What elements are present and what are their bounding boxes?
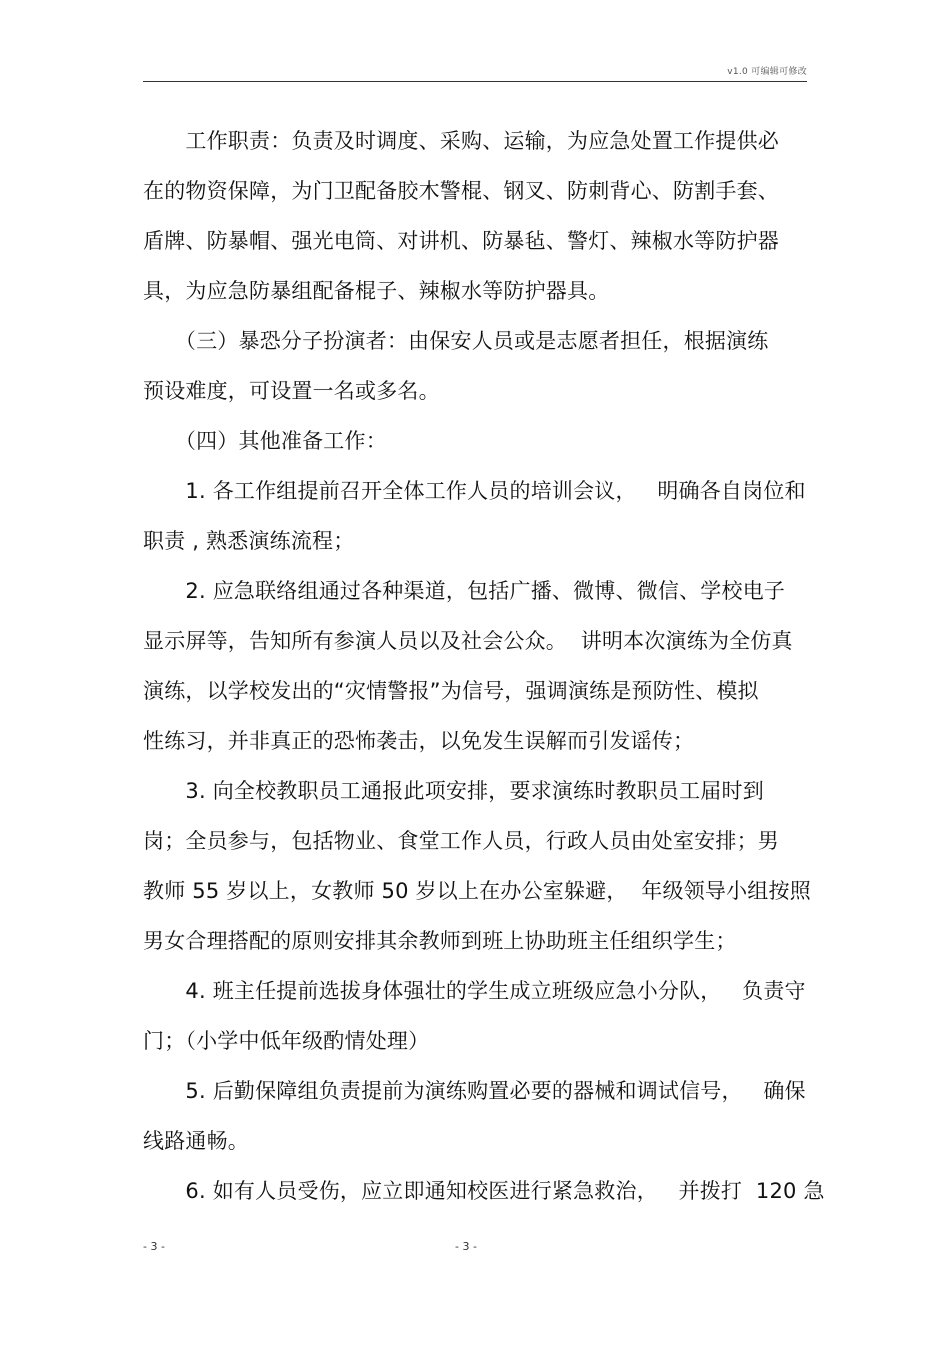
- body-line: 具，为应急防暴组配备棍子、辣椒水等防护器具。: [143, 279, 610, 303]
- body-line: 线路通畅。: [143, 1129, 249, 1153]
- header-version-label: v1.0 可编辑可修改: [727, 67, 807, 77]
- body-line: 1. 各工作组提前召开全体工作人员的培训会议， 明确各自岗位和: [143, 479, 806, 503]
- body-line: 职责 , 熟悉演练流程；: [143, 529, 355, 553]
- body-line: （三）暴恐分子扮演者：由保安人员或是志愿者担任，根据演练: [143, 329, 769, 353]
- body-line: 教师 55 岁以上，女教师 50 岁以上在办公室躲避， 年级领导小组按照: [143, 879, 811, 903]
- body-line: 3. 向全校教职员工通报此项安排，要求演练时教职员工届时到: [143, 779, 764, 803]
- body-line: 2. 应急联络组通过各种渠道，包括广播、微博、微信、学校电子: [143, 579, 786, 603]
- page-number-left: - 3 -: [143, 1240, 165, 1253]
- page-number-center: - 3 -: [455, 1240, 477, 1253]
- body-line: 门；（小学中低年级酌情处理）: [143, 1029, 430, 1053]
- body-line: 6. 如有人员受伤，应立即通知校医进行紧急救治， 并拨打 120 急: [143, 1179, 825, 1203]
- body-line: 岗；全员参与，包括物业、食堂工作人员，行政人员由处室安排；男: [143, 829, 779, 853]
- body-line: 演练，以学校发出的“灾情警报”为信号，强调演练是预防性、模拟: [143, 679, 759, 703]
- header-rule: [143, 81, 807, 82]
- body-line: 5. 后勤保障组负责提前为演练购置必要的器械和调试信号， 确保: [143, 1079, 806, 1103]
- body-line: （四）其他准备工作：: [143, 429, 387, 453]
- body-line: 盾牌、防暴帽、强光电筒、对讲机、防暴毡、警灯、辣椒水等防护器: [143, 229, 779, 253]
- body-line: 工作职责：负责及时调度、采购、运输，为应急处置工作提供必: [143, 129, 779, 153]
- body-line: 男女合理搭配的原则安排其余教师到班上协助班主任组织学生；: [143, 929, 737, 953]
- body-line: 在的物资保障，为门卫配备胶木警棍、钢叉、防刺背心、防割手套、: [143, 179, 779, 203]
- body-line: 预设难度，可设置一名或多名。: [143, 379, 440, 403]
- body-line: 性练习，并非真正的恐怖袭击，以免发生误解而引发谣传；: [143, 729, 695, 753]
- body-line: 显示屏等，告知所有参演人员以及社会公众。 讲明本次演练为全仿真: [143, 629, 793, 653]
- body-line: 4. 班主任提前选拔身体强壮的学生成立班级应急小分队， 负责守: [143, 979, 806, 1003]
